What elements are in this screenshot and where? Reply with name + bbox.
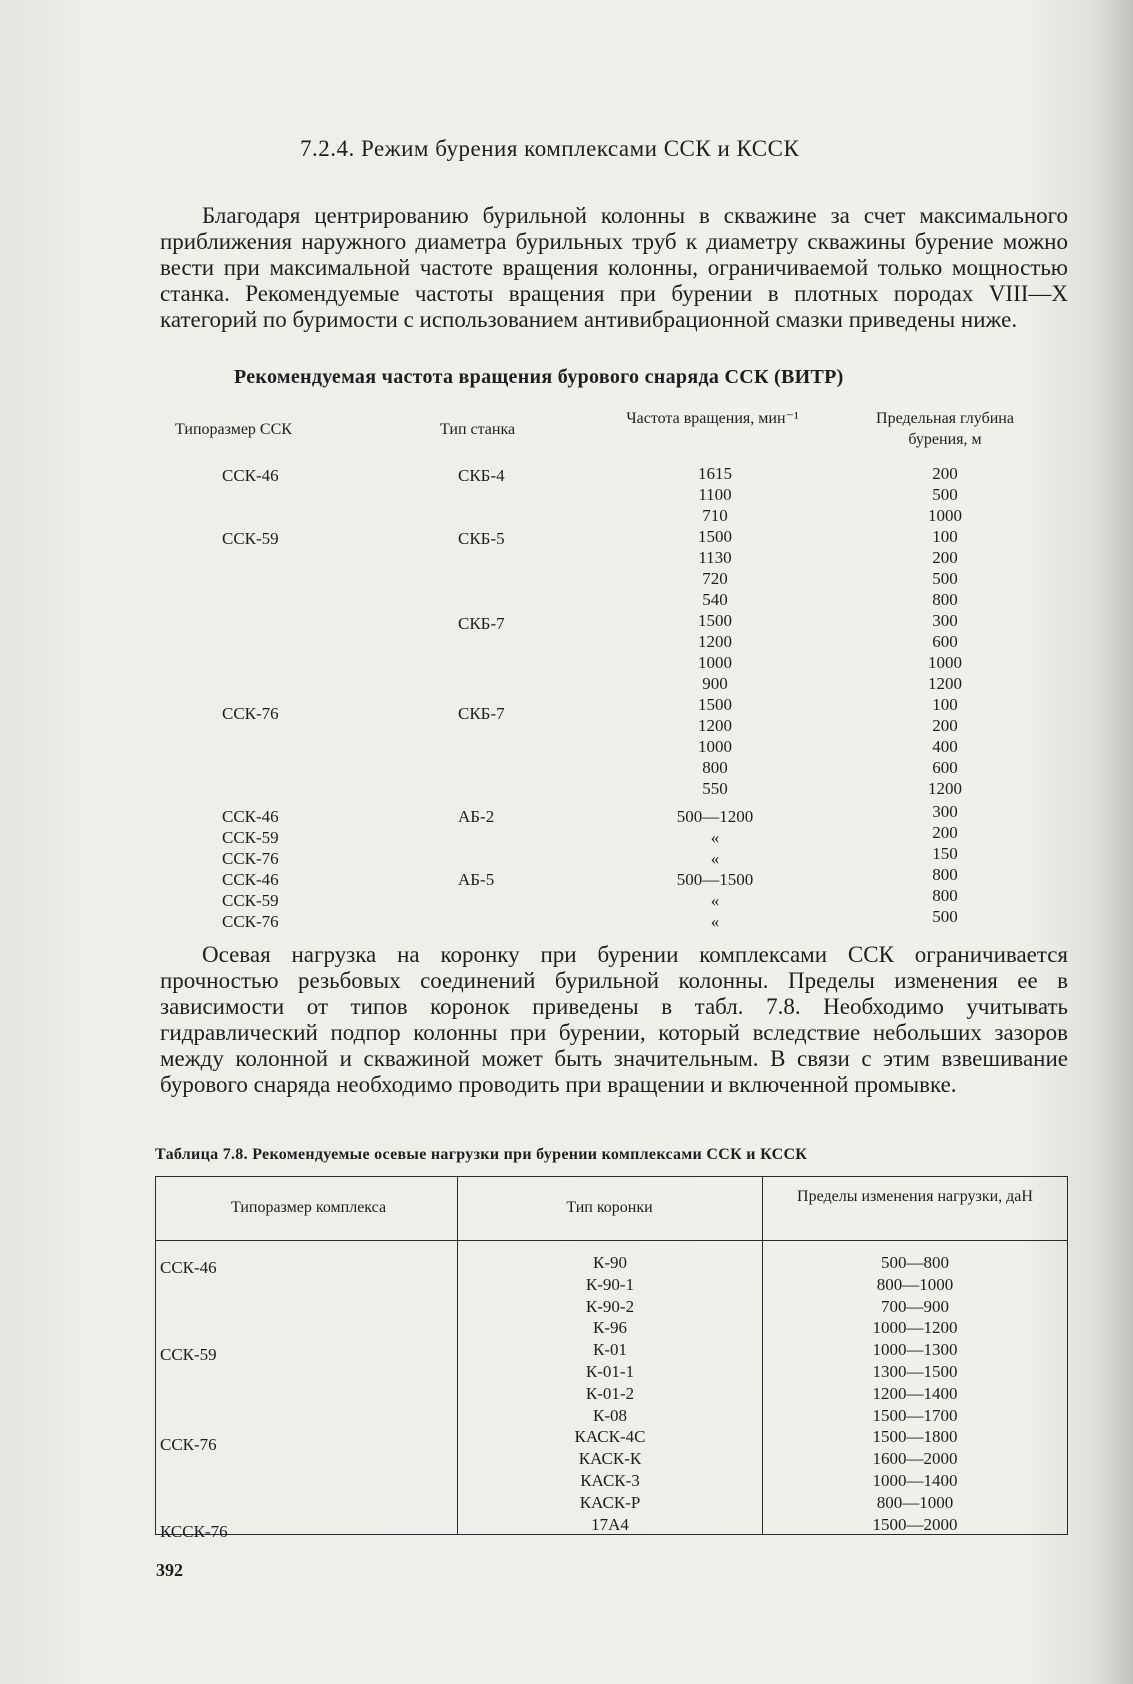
table1-depth-cell: 500 <box>932 485 958 504</box>
table2-bit-cell: К-08 <box>593 1405 627 1425</box>
table2-load-cell: 1300—1500 <box>872 1362 958 1381</box>
table1-depth-cell: 200 <box>932 716 958 735</box>
table1-depth-cell: 400 <box>932 737 958 756</box>
table1-rig-cell: СКБ-7 <box>458 704 505 723</box>
table1-depth-cell: 800 <box>932 886 958 905</box>
table1-size-cell: ССК-46 <box>222 466 279 485</box>
table1-depth-cell: 1200 <box>928 779 962 798</box>
table1-depth-cell: 600 <box>932 632 958 651</box>
table2-bit-cell: К-90-2 <box>585 1296 635 1316</box>
table2-title: Таблица 7.8. Рекомендуемые осевые нагрузки при бурении комплексами ССК и КССК <box>155 1146 808 1163</box>
table1-freq-cell: « <box>710 849 720 868</box>
table2-column-divider <box>762 1176 763 1535</box>
table2-load-cell: 800—1000 <box>876 1274 954 1294</box>
table1-header-freq: Частота вращения, мин⁻¹ <box>626 410 799 427</box>
table1-freq-cell: 900 <box>702 674 728 693</box>
table2-column-divider <box>457 1176 458 1535</box>
table1-depth-cell: 1000 <box>928 506 962 525</box>
table2-load-cell: 1500—2000 <box>872 1514 958 1534</box>
table1-freq-cell: 1500 <box>698 527 732 546</box>
table1-size-cell: ССК-46 <box>222 870 279 889</box>
table1-depth-cell: 1200 <box>928 674 962 693</box>
table2-header-load: Пределы изменения нагрузки, даН <box>797 1188 1033 1205</box>
table1-size-cell: ССК-76 <box>222 849 279 868</box>
table1-freq-cell: 800 <box>702 758 728 777</box>
table2-bit-cell: 17А4 <box>591 1514 629 1534</box>
section-title: 7.2.4. Режим бурения комплексами ССК и КССК <box>300 136 800 161</box>
table1-depth-cell: 800 <box>932 865 958 884</box>
table2-bit-cell: К-01-2 <box>585 1383 635 1403</box>
table2-complex-cell: ССК-76 <box>160 1435 217 1454</box>
table1-size-cell: ССК-46 <box>222 807 279 826</box>
page-edge-shadow <box>1093 0 1133 1684</box>
table1-depth-cell: 150 <box>932 844 958 863</box>
table2-load-cell: 1600—2000 <box>872 1449 958 1469</box>
table1-rig-cell: СКБ-7 <box>458 614 505 633</box>
table1-freq-cell: 1500 <box>698 611 732 630</box>
table1-depth-cell: 1000 <box>928 653 962 672</box>
table1-depth-cell: 200 <box>932 548 958 567</box>
table1-freq-cell: « <box>710 912 720 931</box>
table2-load-cell: 1500—1800 <box>872 1427 958 1447</box>
table2-bit-cell: К-01 <box>593 1340 627 1360</box>
table1-freq-cell: 710 <box>702 506 728 525</box>
table1-freq-cell: 500—1200 <box>676 807 754 826</box>
table2-bit-cell: КАСК-К <box>578 1449 642 1469</box>
table2-load-cell: 1000—1300 <box>872 1340 958 1360</box>
table1-freq-cell: 1000 <box>698 737 732 756</box>
table2-header-complex: Типоразмер комплекса <box>230 1199 387 1216</box>
table1-depth-cell: 100 <box>932 527 958 546</box>
table1-size-cell: ССК-59 <box>222 529 279 548</box>
paragraph-2-text: Осевая нагрузка на коронку при бурении комплексами ССК ограничивается прочностью резьбовых соединений бурильной колонны. Пределы изменения ее в зависимости от типов коронок приведены в табл. 7.8. Необходимо учитывать гидравлический подпор колонны при бурении, который вследствие небольших зазоров между колонной и скважиной может быть значительным. В связи с этим взвешивание бурового снаряда необходимо проводить при вращении и включенной промывке. <box>160 942 1068 1097</box>
table1-freq-cell: 540 <box>702 590 728 609</box>
table1-header-rig: Тип станка <box>440 421 516 438</box>
table1-depth-cell: 300 <box>932 611 958 630</box>
paragraph-1 <box>160 203 1068 333</box>
table2-bit-cell: КАСК-3 <box>580 1471 640 1490</box>
table2-complex-cell: КССК-76 <box>160 1522 228 1541</box>
table1-depth-cell: 200 <box>932 464 958 483</box>
table2-complex-cell: ССК-46 <box>160 1258 217 1277</box>
table2-bit-cell: К-90-1 <box>585 1274 635 1294</box>
table1-freq-cell: 1200 <box>698 716 732 735</box>
table1-rig-cell: СКБ-5 <box>458 529 505 548</box>
table1-depth-cell: 300 <box>932 802 958 821</box>
table2-load-cell: 800—1000 <box>876 1492 954 1512</box>
table1-freq-cell: « <box>710 891 720 910</box>
table2-complex-cell: ССК-59 <box>160 1345 217 1364</box>
table1-freq-cell: 500—1500 <box>676 870 754 889</box>
table2-bit-cell: КАСК-4С <box>574 1427 646 1447</box>
table2-load-cell: 1200—1400 <box>872 1383 958 1403</box>
table1-size-cell: ССК-59 <box>222 891 279 910</box>
table1-freq-cell: 550 <box>702 779 728 798</box>
table2-load-cell: 1000—1400 <box>872 1471 958 1490</box>
table2-header-bit: Тип коронки <box>566 1199 653 1216</box>
table2-load-cell: 500—800 <box>881 1253 949 1272</box>
page-number: 392 <box>156 1560 183 1580</box>
table1-header-size: Типоразмер ССК <box>175 421 292 438</box>
table1-rig-cell: СКБ-4 <box>458 466 505 485</box>
table1-rig-cell: АБ-2 <box>458 807 495 826</box>
table1-size-cell: ССК-76 <box>222 912 279 931</box>
table2-bit-cell: К-01-1 <box>585 1362 635 1381</box>
table2-load-cell: 1000—1200 <box>872 1318 958 1338</box>
table1-rig-cell: АБ-5 <box>458 870 495 889</box>
table1-depth-cell: 200 <box>932 823 958 842</box>
table1-freq-cell: 1000 <box>698 653 732 672</box>
table1-size-cell: ССК-59 <box>222 828 279 847</box>
paragraph-1-text: Благодаря центрированию бурильной колонны в скважине за счет максимального приближения наружного диаметра бурильных труб к диаметру скважины бурение можно вести при максимальной частоте вращения колонны, ограничиваемой только мощностью станка. Рекомендуемые частоты вращения при бурении в плотных породах VIII—X категорий по буримости с использованием антивибрационной смазки приведены ниже. <box>160 203 1068 332</box>
table1-header-depth: Предельная глубина бурения, м <box>876 410 1014 448</box>
table1-depth-cell: 800 <box>932 590 958 609</box>
table1-depth-cell: 500 <box>932 569 958 588</box>
table2-header-divider <box>155 1240 1068 1241</box>
table1-freq-cell: 1200 <box>698 632 732 651</box>
table1-depth-cell: 600 <box>932 758 958 777</box>
table1-freq-cell: « <box>710 828 720 847</box>
table1-title: Рекомендуемая частота вращения бурового снаряда ССК (ВИТР) <box>234 366 844 388</box>
table1-freq-cell: 720 <box>702 569 728 588</box>
table1-freq-cell: 1615 <box>698 464 732 483</box>
table1-freq-cell: 1130 <box>698 548 732 567</box>
table2-bit-cell: К-90 <box>593 1253 627 1272</box>
table2-load-cell: 700—900 <box>881 1296 949 1316</box>
table2-load-cell: 1500—1700 <box>872 1405 958 1425</box>
table1-size-cell: ССК-76 <box>222 704 279 723</box>
table2-bit-cell: К-96 <box>593 1318 627 1338</box>
table1-depth-cell: 500 <box>932 907 958 926</box>
table1-depth-cell: 100 <box>932 695 958 714</box>
table2-bit-cell: КАСК-Р <box>579 1492 641 1512</box>
table1-freq-cell: 1500 <box>698 695 732 714</box>
table1-freq-cell: 1100 <box>698 485 732 504</box>
paragraph-2 <box>160 942 1068 1098</box>
